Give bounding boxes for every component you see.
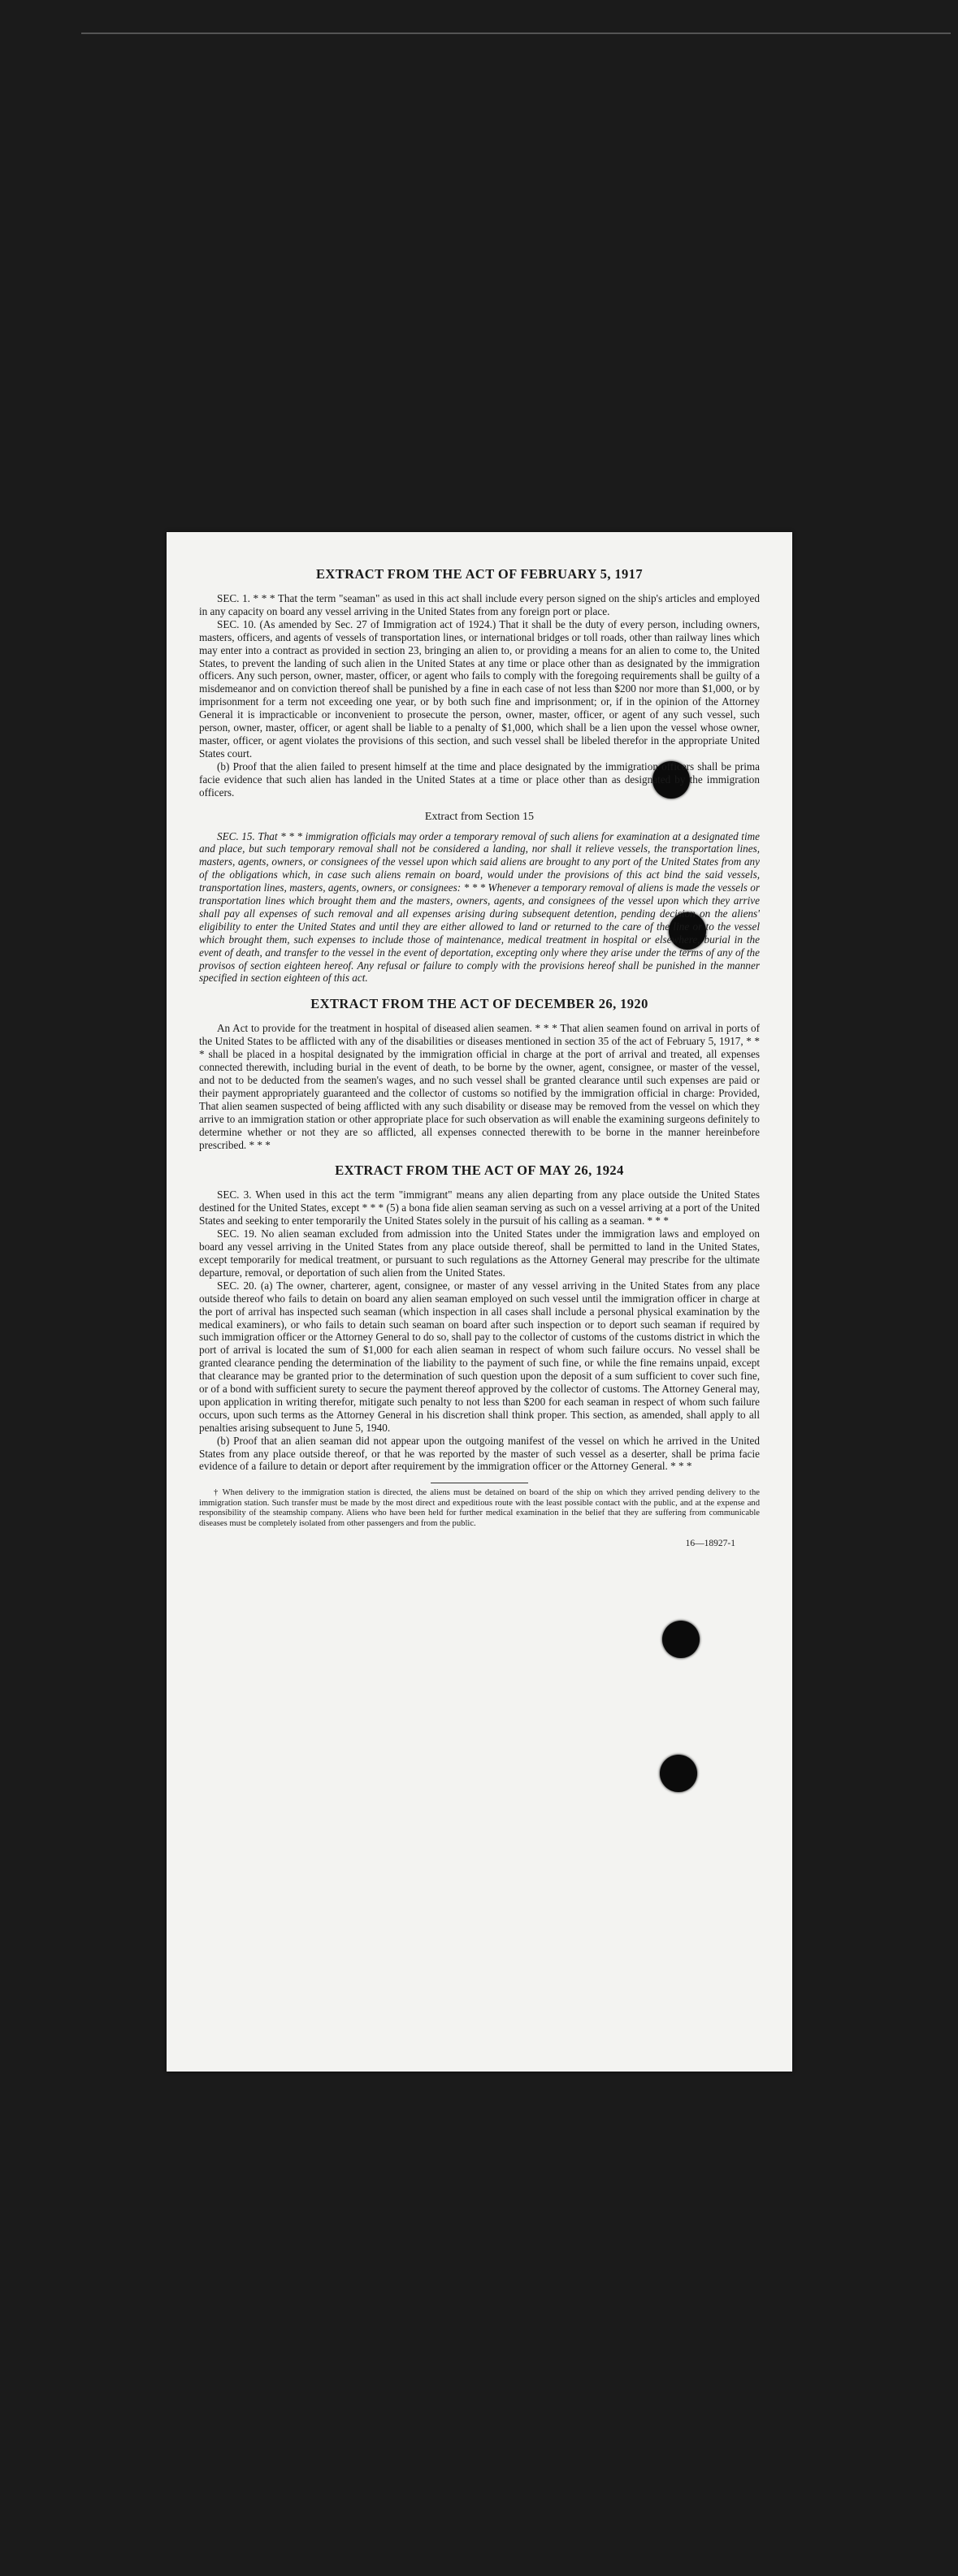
paragraph-act-1920: An Act to provide for the treatment in hospital of diseased alien seamen. * * * That alien seamen found on arrival in ports of the United States to be afflicted with any of the disabilities or diseases mentioned in section 35 of the act of February 5, 1917, * * * shall be placed in a hospital designated by the immigration official in charge at the port of arrival and treated, all expenses connected therewith, including burial in the event of death, to be borne by the owner, agent, consignee, or master of the vessel, and not to be deducted from the seamen's wages, and no such vessel shall be granted clearance until such expenses are paid or their payment appropriately guaranteed and the collector of customs so notified by the immigration official in charge: Provided, That alien seamen suspected of being afflicted with any such disability or disease may be removed from the vessel on which they arrive to an immigration station or other appropriate place for such observation as will enable the examining surgeons definitely to determine whether or not they are so afflicted, all expenses connected therewith to be borne in the manner hereinbefore prescribed. * * * — [199, 1022, 760, 1151]
paragraph-sec-1: SEC. 1. * * * That the term "seaman" as used in this act shall include every person signed on the ship's articles and employed in any capacity on board any vessel arriving in the United States from any foreign port or place. — [199, 592, 760, 617]
paragraph-sec-3: SEC. 3. When used in this act the term "immigrant" means any alien departing from any place outside the United States destined for the United States, except * * * (5) a bona fide alien seaman serving as such on a vessel arriving at a port of the United States and seeking to enter temporarily the United States solely in the pursuit of his calling as a seaman. * * * — [199, 1188, 760, 1227]
heading-act-1920: EXTRACT FROM THE ACT OF DECEMBER 26, 1920 — [310, 996, 648, 1012]
subheading-section-15: Extract from Section 15 — [424, 810, 535, 823]
paragraph-sec-10: SEC. 10. (As amended by Sec. 27 of Immigration act of 1924.) That it shall be the duty of every person, including owners, masters, officers, and agents of vessels of transportation lines, or international bridges or toll roads, other than railway lines which may enter into a contract as provided in section 23, bringing an alien to, or providing a means for an alien to come to, the United States, to prevent the landing of such alien in the United States at any time or place other than as designated by the immigration officers. Any such person, owner, master, officer, or agent who fails to comply with the foregoing requirements shall be guilty of a misdemeanor and on conviction thereof shall be punished by a fine in each case of not less than $200 nor more than $1,000, or by imprisonment for a term not exceeding one year, or by both such fine and imprisonment; or, if in the opinion of the Attorney General it is impracticable or inconvenient to prosecute the person, owner, master, officer, or agent of any such vessel, such person, owner, master, officer, or agent shall be liable to a penalty of $1,000, which shall be a lien upon the vessel whose owner, master, officer, or agent violates the provisions of this section, and such vessel shall be libeled therefor in the appropriate United States court. — [199, 617, 760, 760]
document-page — [167, 532, 792, 2072]
paragraph-sec-20-a: SEC. 20. (a) The owner, charterer, agent, consignee, or master of any vessel arriving in the United States from any place outside thereof who fails to detain on board any alien seaman employed on such vessel until the immigration officer in charge at the port of arrival has inspected such seaman (which inspection in all cases shall include a personal physical examination by the medical examiners), or who fails to detain such seaman on board after such inspection or to deport such seaman if required by such immigration officer or the Attorney General to do so, shall pay to the collector of customs of the customs district in which the port of arrival is located the sum of $1,000 for each alien seaman in respect of whom such failure occurs. No vessel shall be granted clearance pending the determination of the liability to the payment of such fine, or while the fine remains unpaid, except that clearance may be granted prior to the determination of such question upon the deposit of a sum sufficient to cover such fine, or of a bond with sufficient surety to secure the payment thereof approved by the collector of customs. The Attorney General may, upon application in writing therefor, mitigate such penalty to not less than $200 for each seaman in respect of whom such failure occurs, upon such terms as the Attorney General in his discretion shall think proper. This section, as amended, shall apply to all penalties arising subsequent to June 5, 1940. — [199, 1279, 760, 1434]
paragraph-sec-19: SEC. 19. No alien seaman excluded from admission into the United States under the immigration laws and employed on board any vessel arriving in the United States from any place outside thereof, shall be permitted to land in the United States, except temporarily for medical treatment, or pursuant to such regulations as the Attorney General may prescribe for the ultimate departure, removal, or deportation of such alien from the United States. — [199, 1227, 760, 1279]
form-code: 16—18927-1 — [685, 1539, 735, 1548]
document-body — [199, 566, 760, 1548]
paragraph-sec-15: SEC. 15. That * * * immigration officials may order a temporary removal of such aliens for examination at a designated time and place, but such temporary removal shall not be considered a landing, nor shall it relieve vessels, the transportation lines, masters, agents, owners, or consignees of the vessel upon which said aliens are brought to any port of the United States from any of the obligations which, in case such aliens remain on board, would under the provisions of this act bind the said vessels, transportation lines, masters, agents, owners, or consignees: * * * Whenever a temporary removal of aliens is made the vessels or transportation lines which brought them and the masters, owners, agents, and consignees of the vessel upon which they arrive shall pay all expenses of such removal and all expenses arising during subsequent detention, pending decision on the aliens' eligibility to enter the United States and until they are either allowed to land or returned to the care of the line or to the vessel which brought them, such expenses to include those of maintenance, medical treatment in hospital or elsewhere, burial in the event of death, and transfer to the vessel in the event of deportation, excepting only where they arise under the terms of any of the provisos of section eighteen hereof. Any refusal or failure to comply with the provisions hereof shall be punished in the manner specified in section eighteen of this act. — [199, 829, 760, 985]
punch-hole — [660, 1755, 697, 1792]
paragraph-sec-10-b: (b) Proof that the alien failed to present himself at the time and place designated by the immigration officers shall be prima facie evidence that such alien has landed in the United States at a time or place other than as designated by the immigration officers. — [199, 760, 760, 799]
heading-act-1917: EXTRACT FROM THE ACT OF FEBRUARY 5, 1917 — [316, 566, 643, 582]
heading-act-1924: EXTRACT FROM THE ACT OF MAY 26, 1924 — [335, 1162, 624, 1179]
scan-edge-line — [81, 32, 951, 34]
punch-hole — [662, 1621, 700, 1658]
footnote: † When delivery to the immigration station is directed, the aliens must be detained on board of the ship on which they arrived pending delivery to the immigration station. Such transfer must be made by the most direct and expeditious route with the least possible contact with the public, and at the expense and responsibility of the steamship company. Aliens who have been held for further medical examination in the belief that they are suffering from communicable diseases must be completely isolated from other passengers and from the public. — [199, 1488, 760, 1528]
paragraph-sec-20-b: (b) Proof that an alien seaman did not appear upon the outgoing manifest of the vessel on which he arrived in the United States from any place outside thereof, or that he was reported by the master of such vessel as a deserter, shall be prima facie evidence of a failure to detain or deport after requirement by the immigration officer or the Attorney General. * * * — [199, 1434, 760, 1473]
